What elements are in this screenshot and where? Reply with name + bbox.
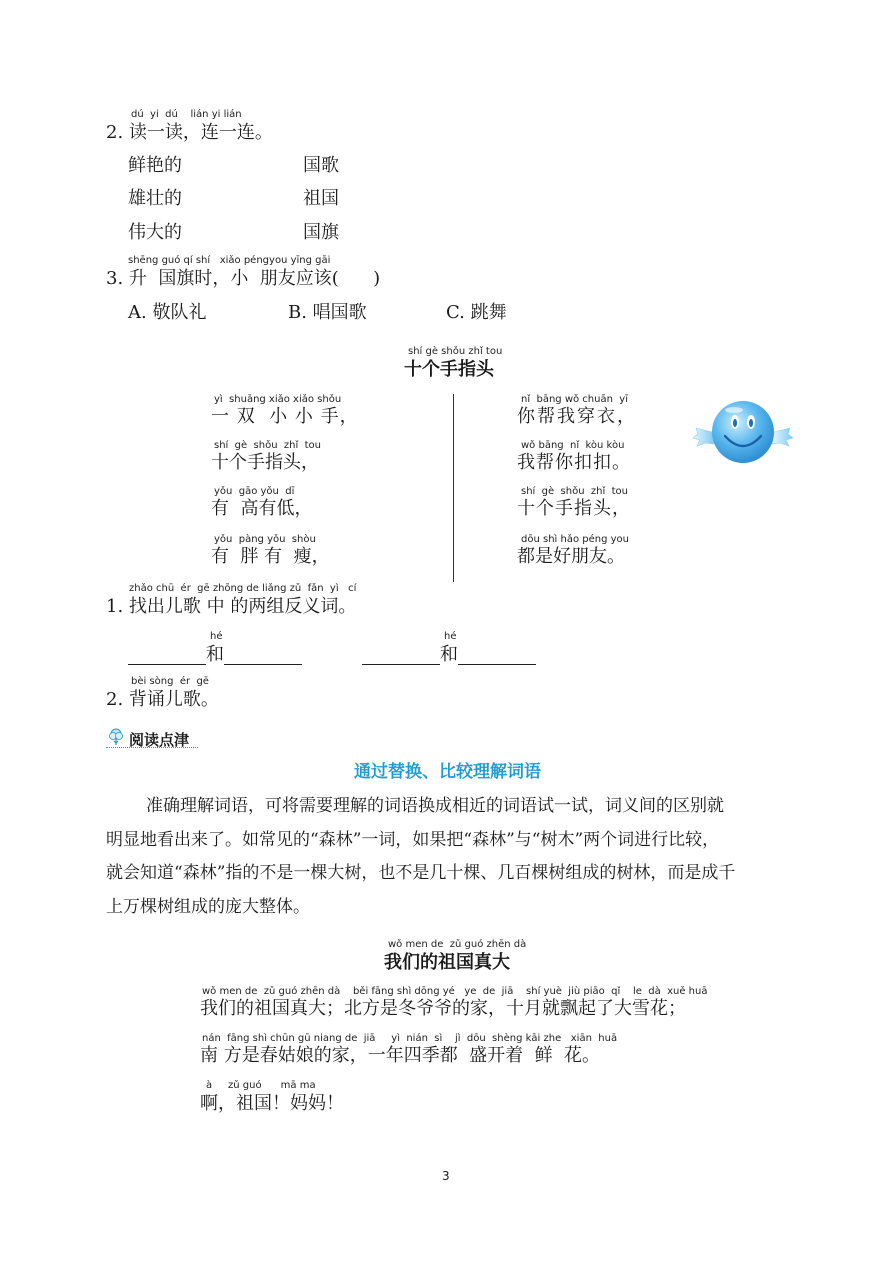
poem2-py-1: wǒ men de zǔ guó zhēn dà běi fāng shì dōng yé ye de jiā shí yuè jiù piāo qǐ le dà xuě huā — [202, 986, 708, 997]
poem2-title: 我们的祖国真大 — [384, 952, 510, 973]
reading-tip-icon — [106, 727, 126, 747]
poem1-left-py-4: yǒu pàng yǒu shòu — [214, 534, 316, 545]
poem1-column-divider — [453, 394, 454, 582]
poem2-py-2: nán fāng shì chūn gū niang de jiā yì nián sì jì dōu shèng kāi zhe xiān huā — [202, 1033, 618, 1044]
poem1-left-py-1: yì shuāng xiǎo xiǎo shǒu — [214, 394, 342, 405]
poem2-py-3: à zǔ guó mā ma — [206, 1080, 316, 1091]
tip-paragraph-line-3: 就会知道“森林”指的不是一棵大树，也不是几十棵、几百棵树组成的树林，而是成千 — [106, 863, 736, 883]
q3-option-c: C. 跳舞 — [446, 302, 507, 323]
poem1-left-line-1: 一 双 小 小 手， — [211, 406, 359, 427]
poem1-left-py-3: yǒu gāo yǒu dī — [214, 486, 295, 497]
poem1-right-py-1: nǐ bāng wǒ chuān yī — [521, 394, 628, 405]
tip-paragraph-line-4: 上万棵树组成的庞大整体。 — [106, 897, 310, 917]
poem1-right-py-2: wǒ bāng nǐ kòu kòu — [521, 440, 625, 451]
smiley-face-icon — [692, 398, 794, 468]
antonym-blank-1b[interactable] — [224, 664, 302, 665]
antonym-blank-2b[interactable] — [458, 664, 536, 665]
reading-tip-label: 阅读点津 — [129, 731, 190, 749]
poem1-right-line-2: 我帮你扣扣。 — [517, 452, 631, 473]
poem2-line-3: 啊，祖国！妈妈！ — [200, 1093, 344, 1114]
q3-pinyin: shēng guó qí shí xiǎo péngyou yīng gāi — [128, 255, 331, 266]
poem1-q1-text: 1. 找出儿歌 中 的两组反义词。 — [106, 596, 357, 617]
q3-option-a: A. 敬队礼 — [128, 302, 207, 323]
poem1-title: 十个手指头 — [404, 359, 494, 380]
poem1-q2-text: 2. 背诵儿歌。 — [106, 689, 219, 710]
he-2: 和 — [440, 644, 458, 665]
he-pinyin-1: hé — [210, 631, 223, 642]
q2-right-1: 国歌 — [303, 155, 339, 176]
poem2-line-1: 我们的祖国真大；北方是冬爷爷的家，十月就飘起了大雪花； — [200, 998, 686, 1019]
poem1-right-py-3: shí gè shǒu zhǐ tou — [521, 486, 629, 497]
q2-right-3: 国旗 — [303, 222, 339, 243]
tip-paragraph-line-1: 准确理解词语，可将需要理解的词语换成相近的词语试一试，词义间的区别就 — [146, 796, 724, 816]
poem1-left-line-4: 有 胖 有 瘦， — [211, 546, 330, 567]
poem1-right-line-4: 都是好朋友。 — [517, 546, 625, 567]
page-number: 3 — [442, 1169, 450, 1183]
antonym-blank-1a[interactable] — [128, 664, 206, 665]
poem1-right-line-3: 十个手指头， — [517, 498, 631, 519]
q2-right-2: 祖国 — [303, 188, 339, 209]
poem1-left-line-2: 十个手指头， — [211, 452, 319, 473]
q2-left-1: 鲜艳的 — [128, 155, 182, 176]
poem2-line-2: 南 方是春姑娘的家，一年四季都 盛开着 鲜 花。 — [200, 1045, 601, 1066]
q2-text: 2. 读一读，连一连。 — [106, 122, 273, 143]
q2-left-2: 雄壮的 — [128, 188, 182, 209]
q3-option-b: B. 唱国歌 — [288, 302, 367, 323]
q2-left-3: 伟大的 — [128, 222, 182, 243]
poem1-title-pinyin: shí gè shǒu zhǐ tou — [408, 346, 503, 357]
antonym-blank-2a[interactable] — [362, 664, 440, 665]
poem1-right-py-4: dōu shì hǎo péng you — [521, 534, 629, 545]
poem1-left-py-2: shí gè shǒu zhǐ tou — [214, 440, 322, 451]
he-1: 和 — [206, 644, 224, 665]
poem1-right-line-1: 你帮我穿衣， — [517, 406, 637, 427]
q3-text: 3. 升 国旗时，小 朋友应该( ) — [106, 268, 381, 289]
poem1-left-line-3: 有 高有低， — [211, 498, 313, 519]
q2-pinyin: dú yi dú lián yi lián — [131, 109, 242, 120]
poem1-q1-pinyin: zhǎo chū ér gē zhōng de liǎng zǔ fǎn yì cí — [129, 583, 357, 594]
poem1-q2-pinyin: bèi sòng ér gē — [131, 676, 209, 687]
reading-tip-underline — [106, 747, 198, 748]
poem2-title-pinyin: wǒ men de zǔ guó zhēn dà — [388, 939, 527, 950]
he-pinyin-2: hé — [444, 631, 457, 642]
reading-tip-title: 通过替换、比较理解词语 — [354, 762, 541, 782]
tip-paragraph-line-2: 明显地看出来了。如常见的“森林”一词，如果把“森林”与“树木”两个词进行比较， — [106, 830, 720, 850]
